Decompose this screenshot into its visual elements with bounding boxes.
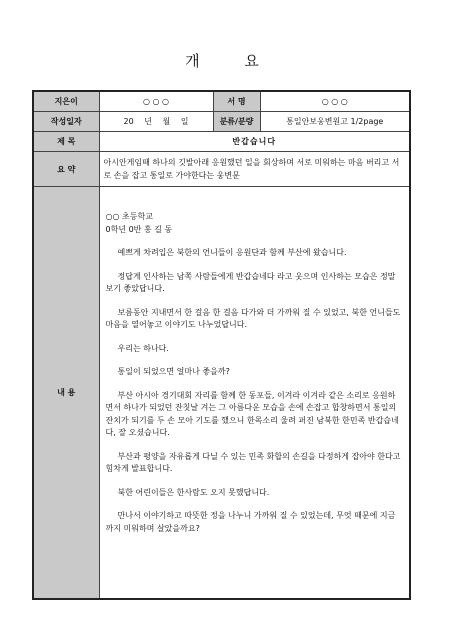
- subject-label: 제 목: [33, 132, 99, 152]
- paragraph-8: 북한 어린이들은 한사람도 오지 못했답니다.: [117, 487, 270, 497]
- category-label: 분류/분량: [213, 112, 260, 132]
- paragraph-1: 예쁘게 차려입은 북한의 언니들이 응원단과 함께 부산에 왔습니다.: [117, 248, 347, 257]
- paragraph-3: 보름동안 지내면서 한 걸음 한 걸음 다가와 더 가까워 질 수 있었고, 북한 언니들도 마음을 열어놓고 이야기도 나누었답니다.: [105, 307, 401, 329]
- category-value: 통일안보웅변원고 1/2page: [260, 112, 410, 132]
- subject-value: 반갑습니다: [99, 132, 410, 152]
- paragraph-9: 만나서 이야기하고 따뜻한 정을 나누니 가까워 질 수 있었는데, 무엇 때문에 지금까지 미워하며 살았을까요?: [105, 511, 396, 533]
- summary-label: 요 약: [33, 152, 99, 187]
- signature-label: 서 명: [213, 91, 260, 112]
- date-label: 작성일자: [33, 112, 99, 132]
- author-label: 지은이: [33, 91, 99, 112]
- paragraph-6: 부산 아시아 경기대회 자리를 함께 한 동포들, 이겨라 이겨라 같은 소리로 응원하면서 하나가 되었던 잔칫날 겨는 그 아름다운 모습을 손에 손잡고 합창하면서 통일의 잔치가 되기를 두 손 모아 기도를 했으니 한목소리 울려 퍼진 남북한 한민족 반갑습네다, 잘 오셨습니다.: [105, 390, 399, 437]
- overview-form: [32, 90, 411, 600]
- signature-value: ○ ○ ○: [260, 91, 410, 112]
- school-line: ○○ 초등학교: [105, 212, 153, 221]
- date-value: 20 년 월 일: [99, 112, 213, 132]
- paragraph-7: 부산과 평양을 자유롭게 다닐 수 있는 민족 화합의 손길을 다정하게 잡아야 한다고 힘차게 발표합니다.: [105, 451, 401, 473]
- paragraph-4: 우리는 하나다.: [117, 343, 169, 353]
- content-body: [99, 187, 410, 600]
- content-label: 내 용: [33, 187, 99, 600]
- student-line: 0학년 0반 홍 길 동: [105, 224, 173, 234]
- summary-value: 아시안게임때 하나의 깃발아래 응원했던 일을 회상하며 서로 미워하는 마음 버리고 서로 손을 잡고 통일로 가야한다는 웅변문: [99, 152, 410, 187]
- paragraph-2: 정답게 인사하는 남쪽 사람들에게 반갑습네다 라고 웃으며 인사하는 모습은 정말 보기 좋았답니다.: [105, 271, 396, 293]
- author-value: ○ ○ ○: [99, 91, 213, 112]
- document-title: 개 요: [185, 52, 279, 70]
- paragraph-5: 통일이 되었으면 얼마나 좋을까?: [117, 367, 230, 376]
